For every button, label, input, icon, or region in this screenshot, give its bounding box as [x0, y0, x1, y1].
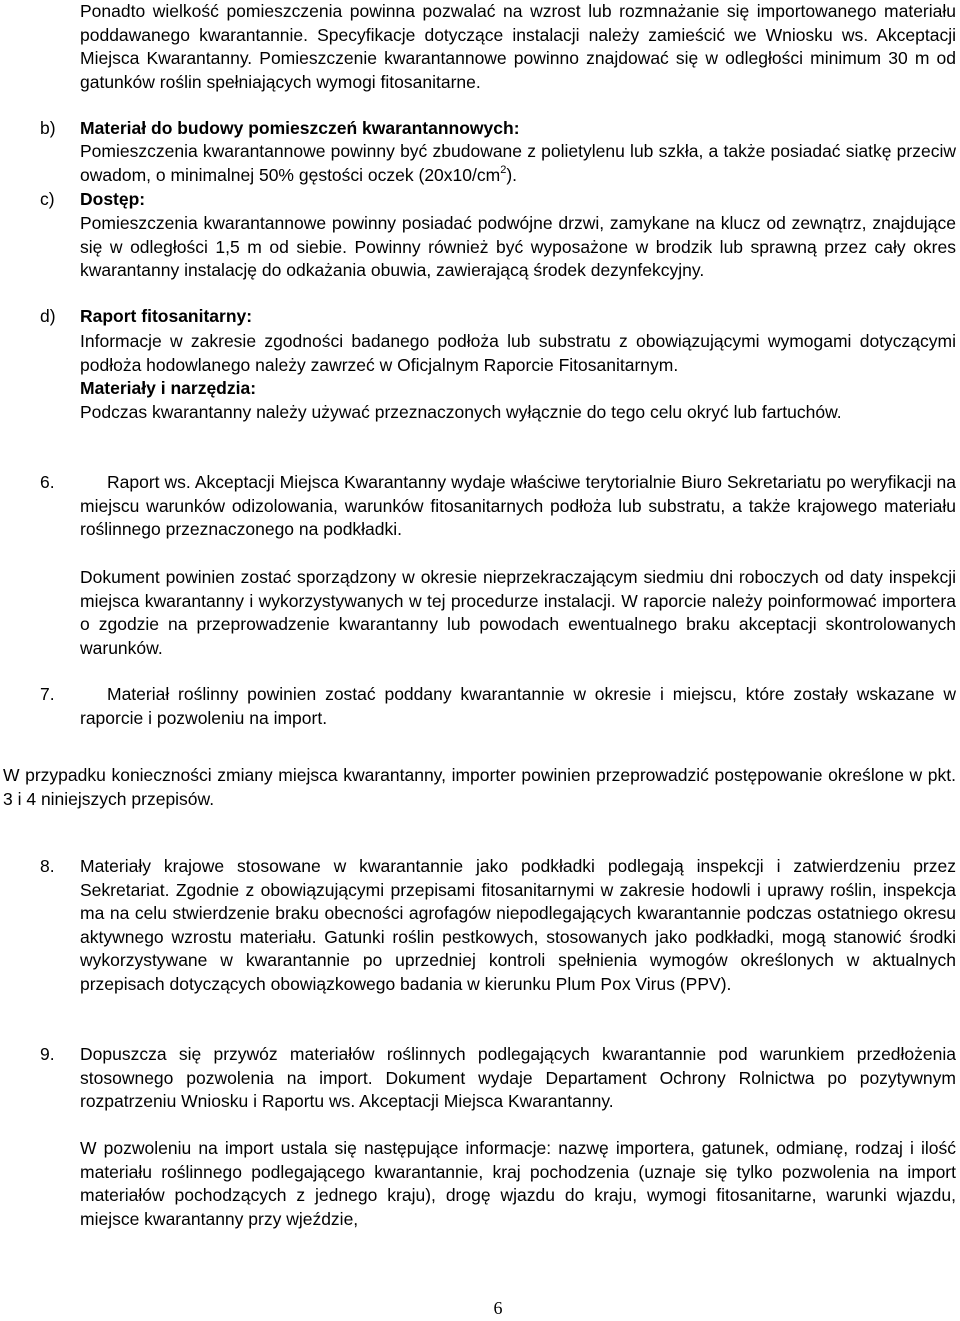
item-b-text-superscript: 2	[500, 163, 507, 176]
item-b-text-end: ).	[506, 164, 518, 185]
item-c-heading: Dostęp:	[80, 189, 146, 209]
item-d-text: Informacje w zakresie zgodności badanego podłoża lub substratu z obowiązującymi wymogami dotyczącymi podłoża hodowlanego należy zawrzeć w Oficjalnym Raporcie Fitosanitarnym.	[80, 331, 956, 375]
item-6-text: Raport ws. Akceptacji Miejsca Kwarantanny wydaje właściwe terytorialnie Biuro Sekretariatu po weryfikacji na miejscu warunków odizolowania, warunków fitosanitarnych podłoża lub substratu, a także krajowego materiału roślinnego przeznaczonego na podkładki.	[80, 472, 956, 539]
item-9-text2: W pozwoleniu na import ustala się następujące informacje: nazwę importera, gatunek, odmianę, rodzaj i ilość materiału roślinnego podlegającego kwarantannie, kraj pochodzenia (uznaje się tylko pozwolenia na import materiałów pochodzących z jednego kraju), drogę wjazdu do kraju, wymogi fitosanitarne, warunki wjazdu, miejsce kwarantanny przy wjeździe,	[80, 1138, 956, 1229]
item-b-text	[80, 140, 956, 187]
item-b-label: b)	[40, 118, 56, 138]
intro-paragraph: Ponadto wielkość pomieszczenia powinna pozwalać na wzrost lub rozmnażanie się importowanego materiału poddawanego kwarantannie. Specyfikacje dotyczące instalacji należy zamieścić we Wniosku ws. Akceptacji Miejsca Kwarantanny. Pomieszczenie kwarantannowe powinno znajdować się w odległości minimum 30 m od gatunków roślin spełniających wymogi fitosanitarne.	[80, 1, 956, 92]
item-d-subheading: Materiały i narzędzia:	[80, 378, 257, 398]
item-d-label: d)	[40, 306, 56, 326]
item-9-label: 9.	[40, 1044, 55, 1064]
item-b-heading: Materiał do budowy pomieszczeń kwarantannowych:	[80, 118, 520, 138]
item-8-text: Materiały krajowe stosowane w kwarantannie jako podkładki podlegają inspekcji i zatwierdzeniu przez Sekretariat. Zgodnie z obowiązującymi przepisami fitosanitarnymi w zakresie hodowli i uprawy roślin, inspekcja ma na celu stwierdzenie braku obecności agrofagów niepodlegających kwarantannie podczas ostatniego okresu aktywnego wzrostu materiału. Gatunki roślin pestkowych, stosowanych jako podkładki, mogą stanowić środki wykorzystywane w kwarantannie po uprzedniej kontroli spełnienia wymogów określonych w aktualnych przepisach dotyczących obowiązkowego badania w kierunku Plum Pox Virus (PPV).	[80, 856, 956, 994]
item-d-text2: Podczas kwarantanny należy używać przeznaczonych wyłącznie do tego celu okryć lub fartuchów.	[80, 402, 842, 422]
item-b-text-main: Pomieszczenia kwarantannowe powinny być zbudowane z polietylenu lub szkła, a także posiadać siatkę przeciw owadom, o minimalnej 50% gęstości oczek (20x10/cm	[80, 141, 956, 185]
item-c-text: Pomieszczenia kwarantannowe powinny posiadać podwójne drzwi, zamykane na klucz od zewnątrz, znajdujące się w odległości 1,5 m od siebie. Powinny również być wyposażone w brodzik lub sprawną przez cały okres kwarantanny instalację do odkażania obuwia, zawierającą środek dezynfekcyjny.	[80, 213, 956, 280]
item-9-text: Dopuszcza się przywóz materiałów roślinnych podlegających kwarantannie pod warunkiem przedłożenia stosownego pozwolenia na import. Dokument wydaje Departament Ochrony Rolnictwa po pozytywnym rozpatrzeniu Wniosku i Raportu ws. Akceptacji Miejsca Kwarantanny.	[80, 1044, 956, 1111]
page-number: 6	[493, 1298, 503, 1318]
item-d-heading: Raport fitosanitarny:	[80, 306, 253, 326]
item-6-text2: Dokument powinien zostać sporządzony w okresie nieprzekraczającym siedmiu dni roboczych od daty inspekcji miejsca kwarantanny i wykorzystywanych w tej procedurze instalacji. W raporcie należy poinformować importera o zgodzie na przeprowadzenie kwarantanny lub powodach ewentualnego braku akceptacji skontrolowanych warunków.	[80, 567, 956, 658]
item-7-text: Materiał roślinny powinien zostać poddany kwarantannie w okresie i miejscu, które zostały wskazane w raporcie i pozwoleniu na import.	[80, 684, 956, 728]
item-c-label: c)	[40, 189, 55, 209]
change-location-paragraph: W przypadku konieczności zmiany miejsca kwarantanny, importer powinien przeprowadzić postępowanie określone w pkt. 3 i 4 niniejszych przepisów.	[3, 765, 956, 809]
item-7-label: 7.	[40, 684, 55, 704]
item-6-label: 6.	[40, 472, 55, 492]
item-8-label: 8.	[40, 856, 55, 876]
